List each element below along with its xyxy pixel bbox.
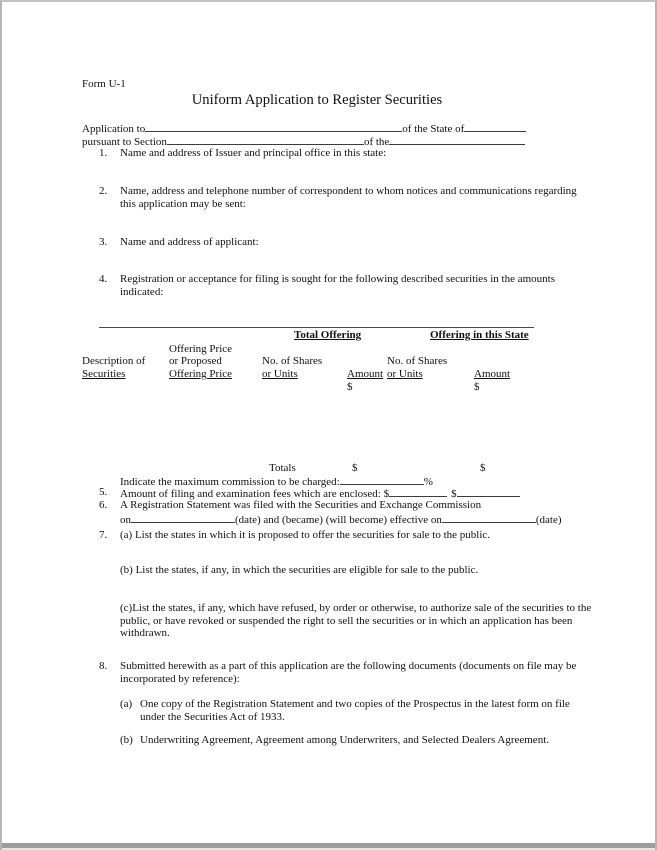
col-price-line-1: Offering Price <box>169 343 233 355</box>
item-8b-text: Underwriting Agreement, Agreement among Underwriters, and Selected Dealers Agreement. <box>140 734 549 746</box>
amount-state-dollar-sign: $ <box>474 381 480 393</box>
item-1-text: Name and address of Issuer and principal office in this state: <box>120 147 387 159</box>
intro-line-2-mid: of the <box>363 136 390 148</box>
col-amount-total-header: Amount <box>347 368 384 380</box>
item-8a-text-line-1: One copy of the Registration Statement and two copies of the Prospectus in the latest form on file <box>140 698 570 710</box>
section-blank <box>167 134 364 145</box>
item-2-number: 2. <box>99 185 108 197</box>
item-8-number: 8. <box>99 660 108 672</box>
effective-date-blank <box>442 512 536 523</box>
item-5-number: 5. <box>99 486 108 498</box>
intro-line-1-mid: of the State of <box>402 123 465 135</box>
item-7b <box>120 564 478 577</box>
col-description-line-2: Securities <box>82 368 126 380</box>
fees-blank-2 <box>457 486 520 497</box>
col-price-line-3: Offering Price <box>169 368 233 380</box>
item-4 <box>99 273 559 298</box>
item-2 <box>99 185 577 210</box>
table-group-offering-in-state: Offering in this State <box>430 329 529 341</box>
table-top-rule <box>99 327 534 328</box>
item-8a <box>120 698 570 723</box>
item-8b <box>120 734 549 747</box>
commission-blank <box>340 474 424 485</box>
col-shares-total-line-2: or Units <box>262 368 298 380</box>
intro-line-1-prefix: Application to <box>82 123 146 135</box>
col-shares-total-line-1: No. of Shares <box>262 355 323 367</box>
item-7c-text-line-1: (c)List the states, if any, which have refused, by order or otherwise, to authorize sale of the securities to the <box>120 602 592 614</box>
fees-blank-1 <box>389 486 447 497</box>
item-7b-text: (b) List the states, if any, in which the securities are eligible for sale to the public. <box>120 564 479 576</box>
item-3-text: Name and address of applicant: <box>120 236 259 248</box>
of-the-blank <box>389 134 525 145</box>
item-2-text-line-2: this application may be sent: <box>120 197 246 210</box>
application-to-blank <box>145 121 402 132</box>
col-amount-state-header: Amount <box>474 368 511 380</box>
item-7c-text-line-3: withdrawn. <box>120 627 170 640</box>
item-6 <box>99 499 562 526</box>
totals-state-dollar-sign: $ <box>480 462 486 474</box>
col-description-line-1: Description of <box>82 355 146 367</box>
item-6-text-line-2 <box>120 512 562 527</box>
item-4-number: 4. <box>99 273 108 285</box>
totals-total-dollar-sign: $ <box>352 462 358 474</box>
item-6-date-suffix: (date) <box>535 513 562 526</box>
form-number: Form U-1 <box>82 78 126 90</box>
item-6-on-label: on <box>120 513 131 526</box>
percent-sign: % <box>423 476 433 488</box>
item-4-text-line-1: Registration or acceptance for filing is sought for the following described securities in the amounts <box>120 273 555 285</box>
item-4-text-line-2: indicated: <box>120 285 164 298</box>
item-7-number: 7. <box>99 529 108 541</box>
intro-line-2-prefix: pursuant to Section <box>82 136 167 148</box>
item-5-second-dollar: $ <box>451 488 457 500</box>
item-6-mid-text: (date) and (became) (will become) effective on <box>235 513 442 526</box>
col-shares-state-line-1: No. of Shares <box>387 355 448 367</box>
table-group-total-offering: Total Offering <box>294 329 362 341</box>
state-of-blank <box>464 121 526 132</box>
item-2-text-line-1: Name, address and telephone number of correspondent to whom notices and communications regarding <box>120 185 577 197</box>
item-6-number: 6. <box>99 499 108 511</box>
item-7a <box>99 529 559 542</box>
securities-table <box>82 324 547 479</box>
item-8-text-line-1: Submitted herewith as a part of this application are the following documents (documents on file may be <box>120 660 577 672</box>
item-3-number: 3. <box>99 236 108 248</box>
item-7c-text-line-2: public, or have revoked or suspended the right to sell the securities or in which an application has been <box>120 614 573 627</box>
col-shares-state-line-2: or Units <box>387 368 423 380</box>
item-3 <box>99 236 559 249</box>
totals-label: Totals <box>269 462 296 474</box>
item-8 <box>99 660 577 685</box>
item-7c <box>120 602 591 640</box>
item-1 <box>99 147 559 160</box>
filed-date-blank <box>131 512 235 523</box>
item-5-text: Amount of filing and examination fees which are enclosed: $ <box>120 488 390 500</box>
item-6-text-line-1: A Registration Statement was filed with the Securities and Exchange Commission <box>120 499 482 511</box>
item-7a-text: (a) List the states in which it is proposed to offer the securities for sale to the public. <box>120 529 491 541</box>
page-title: Uniform Application to Register Securities <box>191 92 443 108</box>
item-8-text-line-2: incorporated by reference): <box>120 672 240 685</box>
item-1-number: 1. <box>99 147 108 159</box>
commission-label: Indicate the maximum commission to be charged: <box>120 476 340 488</box>
item-8b-label: (b) <box>120 734 133 746</box>
amount-total-dollar-sign: $ <box>347 381 353 393</box>
col-price-line-2: or Proposed <box>169 355 222 367</box>
item-8a-text-line-2: under the Securities Act of 1933. <box>140 710 285 723</box>
item-8a-label: (a) <box>120 698 133 710</box>
